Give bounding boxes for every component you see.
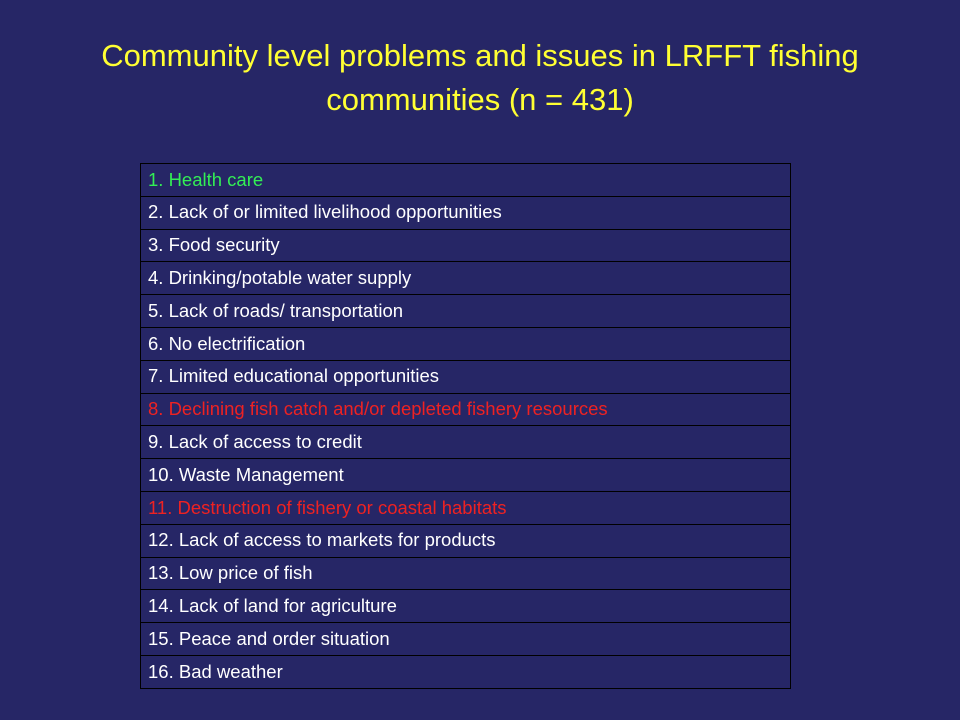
issue-cell: 5. Lack of roads/ transportation: [141, 295, 791, 328]
table-row: [141, 196, 791, 229]
table-row: [141, 590, 791, 623]
issue-cell: 3. Food security: [141, 229, 791, 262]
table-row: [141, 459, 791, 492]
table-row: [141, 393, 791, 426]
issue-cell: 13. Low price of fish: [141, 557, 791, 590]
slide-title: Community level problems and issues in LRFFT fishing communities (n = 431): [101, 38, 859, 117]
table-row: [141, 327, 791, 360]
issue-cell: 2. Lack of or limited livelihood opportunities: [141, 196, 791, 229]
table-row: [141, 426, 791, 459]
table-row: [141, 524, 791, 557]
issue-cell: 11. Destruction of fishery or coastal habitats: [141, 491, 791, 524]
issue-cell: 15. Peace and order situation: [141, 623, 791, 656]
issue-cell: 8. Declining fish catch and/or depleted fishery resources: [141, 393, 791, 426]
issue-cell: 6. No electrification: [141, 327, 791, 360]
table-row: [141, 360, 791, 393]
table-row: [141, 655, 791, 688]
issue-cell: 16. Bad weather: [141, 655, 791, 688]
table-row: [141, 262, 791, 295]
issue-cell: 4. Drinking/potable water supply: [141, 262, 791, 295]
issue-cell: 7. Limited educational opportunities: [141, 360, 791, 393]
issue-cell: 1. Health care: [141, 164, 791, 197]
table-row: [141, 491, 791, 524]
issues-table-body: [141, 164, 791, 689]
issues-table: [140, 163, 791, 689]
table-row: [141, 229, 791, 262]
table-row: [141, 557, 791, 590]
issue-cell: 14. Lack of land for agriculture: [141, 590, 791, 623]
issue-cell: 10. Waste Management: [141, 459, 791, 492]
issue-cell: 12. Lack of access to markets for products: [141, 524, 791, 557]
table-row: [141, 623, 791, 656]
table-row: [141, 164, 791, 197]
table-row: [141, 295, 791, 328]
issue-cell: 9. Lack of access to credit: [141, 426, 791, 459]
